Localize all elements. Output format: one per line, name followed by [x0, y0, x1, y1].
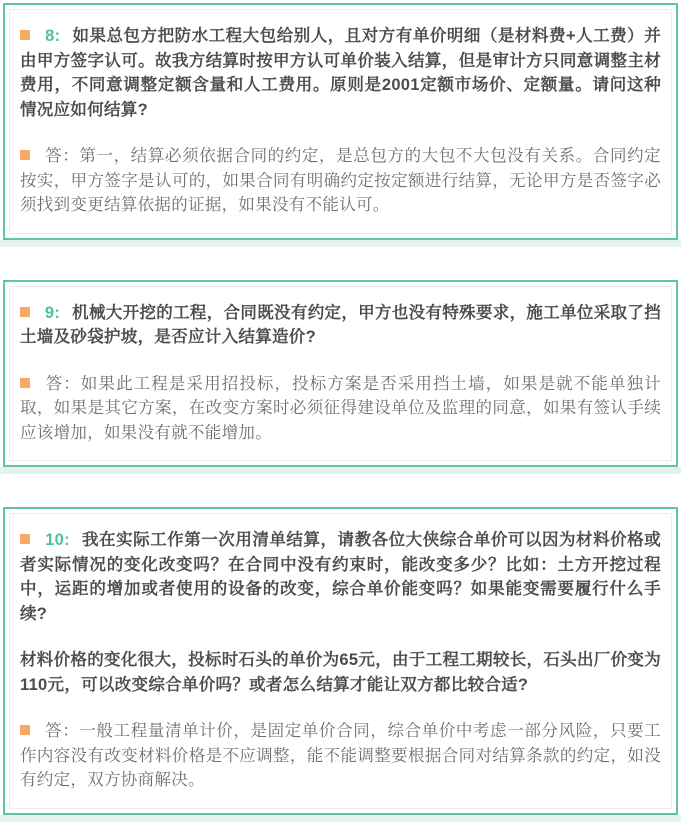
square-bullet-icon	[20, 30, 30, 40]
answer-paragraph	[20, 144, 661, 218]
answer-text: 答：如果此工程是采用招投标，投标方案是否采用挡土墙，如果是就不能单独计取，如果是其它方案，在改变方案时必须征得建设单位及监理的同意，如果有签认手续应该增加，如果没有就不能增加。	[20, 374, 661, 442]
question-number: 9:	[44, 303, 61, 322]
question-text: 如果总包方把防水工程大包给别人，且对方有单价明细（是材料费+人工费）并由甲方签字认可。故我方结算时按甲方认可单价装入结算，但是审计方只同意调整主材费用，不同意调整定额含量和人工费用。原则是2001定额市场价、定额量。请问这种情况应如何结算?	[20, 27, 661, 119]
question-paragraph	[20, 24, 661, 122]
question-extra-paragraph: 材料价格的变化很大，投标时石头的单价为65元，由于工程工期较长，石头出厂价变为110元，可以改变综合单价吗？或者怎么结算才能让双方都比较合适?	[20, 651, 661, 694]
question-paragraph	[20, 301, 661, 350]
question-text: 我在实际工作第一次用清单结算，请教各位大侠综合单价可以因为材料价格或者实际情况的变化改变吗？在合同中没有约束时，能改变多少？比如：土方开挖过程中，运距的增加或者使用的设备的改变，综合单价能变吗？如果能变需要履行什么手续?	[20, 531, 661, 623]
question-paragraph	[20, 528, 661, 626]
square-bullet-icon	[20, 378, 30, 388]
answer-paragraph	[20, 719, 661, 793]
qa-card-10-inner	[9, 513, 672, 809]
answer-paragraph	[20, 372, 661, 446]
card-shadow-strip	[0, 467, 681, 474]
square-bullet-icon	[20, 725, 30, 735]
square-bullet-icon	[20, 150, 30, 160]
square-bullet-icon	[20, 307, 30, 317]
question-number: 8:	[45, 27, 61, 45]
answer-text: 答：第一，结算必须依据合同的约定，是总包方的大包不大包没有关系。合同约定按实，甲方签字是认可的，如果合同有明确约定按定额进行结算，无论甲方是否签字必须找到变更结算依据的证据，如果没有不能认可。	[20, 147, 661, 214]
card-shadow-strip	[0, 240, 681, 247]
card-shadow-strip	[0, 815, 681, 822]
qa-card-9	[3, 280, 678, 468]
qa-card-9-inner	[9, 286, 672, 462]
square-bullet-icon	[20, 534, 30, 544]
question-text: 机械大开挖的工程，合同既没有约定，甲方也没有特殊要求，施工单位采取了挡土墙及砂袋护坡，是否应计入结算造价?	[20, 303, 662, 346]
question-number: 10:	[45, 531, 70, 549]
qa-card-8-inner	[9, 9, 672, 234]
qa-card-8	[3, 3, 678, 240]
qa-card-10	[3, 507, 678, 815]
answer-text: 答：一般工程量清单计价，是固定单价合同，综合单价中考虑一部分风险，只要工作内容没有改变材料价格是不应调整，能不能调整要根据合同对结算条款的约定，如没有约定，双方协商解决。	[20, 722, 661, 789]
